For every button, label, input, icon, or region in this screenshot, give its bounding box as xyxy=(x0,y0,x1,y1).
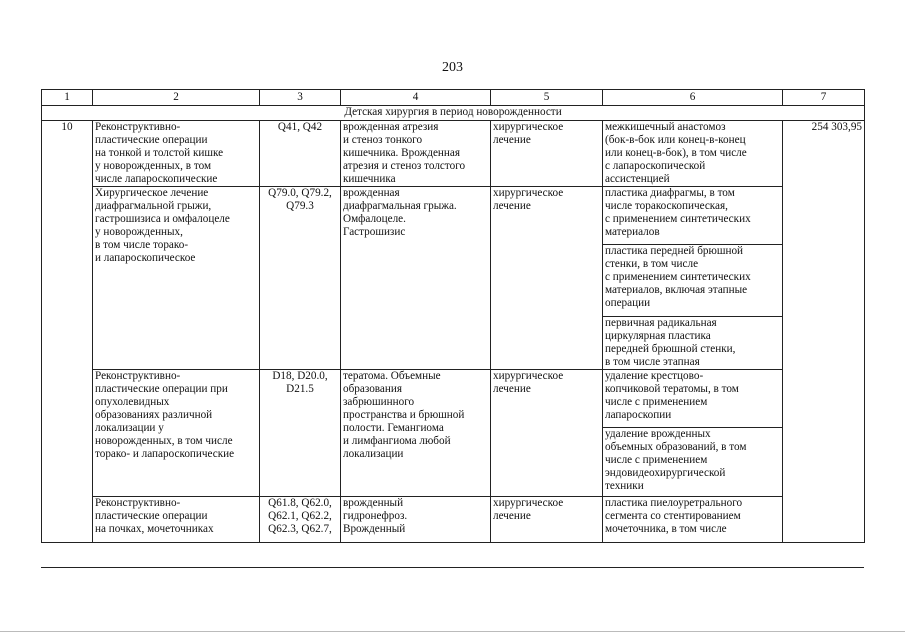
icd-codes-cell: Q41, Q42 xyxy=(260,121,341,187)
medical-services-table xyxy=(41,89,865,543)
header-cell: 6 xyxy=(603,90,783,106)
header-cell: 1 xyxy=(42,90,93,106)
treatment-method-cell: удаление крестцово- копчиковой тератомы, в том числе с применением лапароскопии xyxy=(603,370,783,428)
table-body xyxy=(42,121,865,543)
treatment-method-cell: пластика диафрагмы, в том числе торакоскопическая, с применением синтетических материалов xyxy=(603,187,783,245)
price-cell: 254 303,95 xyxy=(783,121,865,543)
patient-model-cell: врожденный гидронефроз. Врожденный xyxy=(341,497,491,543)
treatment-method-cell: удаление врожденных объемных образований, в том числе с применением эндовидеохирургической техники xyxy=(603,428,783,497)
patient-model-cell: врожденная диафрагмальная грыжа. Омфалоцеле. Гастрошизис xyxy=(341,187,491,370)
header-cell: 7 xyxy=(783,90,865,106)
treatment-method-cell: межкишечный анастомоз (бок-в-бок или конец-в-конец или конец-в-бок), в том числе с лапароскопической ассистенцией xyxy=(603,121,783,187)
treatment-method-cell: первичная радикальная циркулярная пластика передней брюшной стенки, в том числе этапная xyxy=(603,317,783,370)
treatment-method-cell: пластика пиелоуретрального сегмента со стентированием мочеточника, в том числе xyxy=(603,497,783,543)
header-cell: 4 xyxy=(341,90,491,106)
column-number-row xyxy=(42,90,865,106)
icd-codes-cell: Q79.0, Q79.2, Q79.3 xyxy=(260,187,341,370)
table-row xyxy=(42,187,865,245)
icd-codes-cell: D18, D20.0, D21.5 xyxy=(260,370,341,497)
header-cell: 2 xyxy=(93,90,260,106)
patient-model-cell: врожденная атрезия и стеноз тонкого кишечника. Врожденная атрезия и стеноз толстого кишечника xyxy=(341,121,491,187)
header-cell: 3 xyxy=(260,90,341,106)
section-row xyxy=(42,106,865,121)
patient-model-cell: тератома. Объемные образования забрюшинного пространства и брюшной полости. Гемангиома и лимфангиома любой локализации xyxy=(341,370,491,497)
procedure-name-cell: Хирургическое лечение диафрагмальной грыжи, гастрошизиса и омфалоцеле у новорожденных, в том числе торако- и лапароскопическое xyxy=(93,187,260,370)
table-row xyxy=(42,497,865,543)
procedure-name-cell: Реконструктивно- пластические операции на почках, мочеточниках xyxy=(93,497,260,543)
header-cell: 5 xyxy=(491,90,603,106)
treatment-type-cell: хирургическое лечение xyxy=(491,497,603,543)
treatment-type-cell: хирургическое лечение xyxy=(491,187,603,370)
procedure-name-cell: Реконструктивно- пластические операции при опухолевидных образованиях различной локализации у новорожденных, в том числе торако- и лапароскопические xyxy=(93,370,260,497)
scan-edge-line xyxy=(0,631,905,632)
table-row xyxy=(42,370,865,428)
treatment-method-cell: пластика передней брюшной стенки, в том числе с применением синтетических материалов, включая этапные операции xyxy=(603,245,783,317)
section-title: Детская хирургия в период новорожденности xyxy=(42,106,865,121)
procedure-name-cell: Реконструктивно- пластические операции на тонкой и толстой кишке у новорожденных, в том числе лапароскопические xyxy=(93,121,260,187)
table-row xyxy=(42,121,865,187)
treatment-type-cell: хирургическое лечение xyxy=(491,121,603,187)
table-bottom-edge xyxy=(41,567,864,568)
icd-codes-cell: Q61.8, Q62.0, Q62.1, Q62.2, Q62.3, Q62.7, xyxy=(260,497,341,543)
row-number-cell: 10 xyxy=(42,121,93,543)
treatment-type-cell: хирургическое лечение xyxy=(491,370,603,497)
page-number: 203 xyxy=(442,60,463,75)
